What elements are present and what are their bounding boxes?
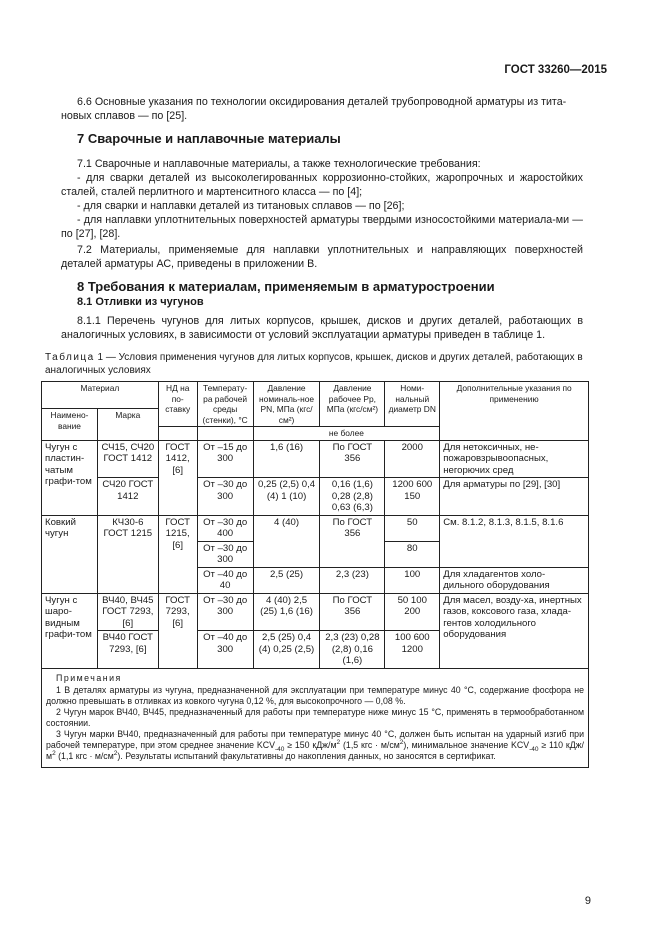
table-row (42, 478, 589, 516)
cell-dn: 100 600 1200 (385, 631, 440, 669)
header-notes: Дополнительные указания по применению (440, 382, 589, 441)
cell-nd: ГОСТ 7293, [6] (158, 593, 197, 668)
table-caption (45, 352, 590, 377)
paragraph-7-1-a: - для сварки деталей из высоколегированных коррозионно-стойких, жаропрочных и жаростойких сталей, сталей перлитного и мартенситного класса — по [4]; (61, 172, 583, 198)
cell-note: Для хладагентов холо-дильного оборудования (440, 567, 589, 593)
paragraph-7-2: 7.2 Материалы, применяемые для наплавки уплотнительных и направляющих поверхностей деталей арматуры АС, приведены в приложении В. (61, 244, 583, 270)
table-row (42, 515, 589, 541)
cell-grade: СЧ20 ГОСТ 1412 (97, 478, 158, 516)
cell-name: Чугун с шаро-видным графи-том (42, 593, 98, 668)
cell-temp: От –30 до 400 (197, 515, 253, 541)
paragraph-7-1-c: - для наплавки уплотнительных поверхностей арматуры твердыми износостойкими материала-ми — по [27], [28]. (61, 214, 583, 240)
header-name: Наимено-вание (42, 409, 98, 441)
cell-nd: ГОСТ 1215, [6] (158, 515, 197, 593)
cell-pn: 1,6 (16) (253, 440, 320, 478)
cell-note: См. 8.1.2, 8.1.3, 8.1.5, 8.1.6 (440, 515, 589, 567)
note-2: 2 Чугун марок ВЧ40, ВЧ45, предназначенный для работы при температуре ниже минус 15 °С, применять в термообработанном состоянии. (46, 706, 584, 728)
cell-dn: 2000 (385, 440, 440, 478)
cell-temp: От –15 до 300 (197, 440, 253, 478)
paragraph-8-1-1-text: 8.1.1 Перечень чугунов для литых корпусов, крышек, дисков и других деталей, работающих в аналогичных условиях, в зависимости от условий эксплуатации арматуры приведен в таблице 1. (61, 315, 583, 341)
section-7-body (61, 157, 583, 271)
cell-pn: 4 (40) 2,5 (25) 1,6 (16) (253, 593, 320, 631)
cell-dn: 100 (385, 567, 440, 593)
note-3: 3 Чугун марки ВЧ40, предназначенный для работы при температуре минус 40 °С, должен быть испытан на ударный изгиб при рабочей температуре, при этом среднее значение $KCV_{-40} \ge 150$ кДж/$м^2$ (1,5 кгс · $м/см^2$), минимальное значение $KCV_{-40} \ge 110$ кДж/$м^2$ (1,1 кгс · $м/см^2$). Результаты испытаний факультативны до накопления данных, но заносятся в сертификат. (46, 728, 584, 761)
subsection-8-1-heading: 8.1 Отливки из чугунов (77, 296, 204, 308)
cell-note: Для арматуры по [29], [30] (440, 478, 589, 516)
cell-pp: По ГОСТ 356 (320, 440, 385, 478)
paragraph-7-1-b: - для сварки и наплавки деталей из титановых сплавов — по [26]; (77, 200, 405, 212)
cell-temp: От –30 до 300 (197, 593, 253, 631)
header-material: Материал (42, 382, 159, 409)
cell-pp: 2,3 (23) (320, 567, 385, 593)
paragraph-6-6 (61, 95, 583, 123)
cell-pn: 2,5 (25) (253, 567, 320, 593)
cell-dn: 50 100 200 (385, 593, 440, 631)
table-row (42, 593, 589, 631)
cell-temp: От –30 до 300 (197, 541, 253, 567)
cell-dn: 1200 600 150 (385, 478, 440, 516)
cell-pn: 4 (40) (253, 515, 320, 567)
cell-grade: СЧ15, СЧ20 ГОСТ 1412 (97, 440, 158, 478)
header-diameter: Номи-нальный диаметр DN (385, 382, 440, 427)
cell-note: Для масел, возду-ха, инертных газов, коксового газа, хлада-гентов холодильного оборудования (440, 593, 589, 668)
table-notes (42, 668, 589, 767)
cast-iron-table (41, 381, 589, 768)
cell-pp: 0,16 (1,6) 0,28 (2,8) 0,63 (6,3) (320, 478, 385, 516)
cell-grade: ВЧ40, ВЧ45 ГОСТ 7293, [6] (97, 593, 158, 631)
cell-temp: От –40 до 40 (197, 567, 253, 593)
cell-dn: 50 (385, 515, 440, 541)
cell-name: Ковкий чугун (42, 515, 98, 593)
header-temperature: Температу-ра рабочей среды (стенки), °С (197, 382, 253, 427)
cell-nd: ГОСТ 1412, [6] (158, 440, 197, 515)
cell-grade: КЧ30-6 ГОСТ 1215 (97, 515, 158, 593)
header-grade: Марка (97, 409, 158, 441)
cell-temp: От –40 до 300 (197, 631, 253, 669)
paragraph-8-1-1 (61, 314, 583, 342)
cell-pp: По ГОСТ 356 (320, 515, 385, 567)
table-row (42, 440, 589, 478)
standard-header: ГОСТ 33260—2015 (504, 64, 607, 76)
cell-name: Чугун с пластин-чатым графи-том (42, 440, 98, 515)
table-caption-text: 1 — Условия применения чугунов для литых корпусов, крышек, дисков и других деталей, работающих в аналогичных условиях (45, 352, 583, 376)
cell-pp: 2,3 (23) 0,28 (2,8) 0,16 (1,6) (320, 631, 385, 669)
header-nd: НД на по-ставку (158, 382, 197, 427)
paragraph-7-1: 7.1 Сварочные и наплавочные материалы, а также технологические требования: (77, 158, 481, 170)
section-8-heading: 8 Требования к материалам, применяемым в арматуростроении (77, 279, 495, 294)
cell-dn: 80 (385, 541, 440, 567)
paragraph-6-6-line2: новых сплавов — по [25]. (61, 110, 188, 122)
table-notes-row (42, 668, 589, 767)
cell-temp: От –30 до 300 (197, 478, 253, 516)
table-header-row (42, 382, 589, 409)
page-number: 9 (584, 895, 591, 907)
section-7-heading: 7 Сварочные и наплавочные материалы (77, 131, 341, 146)
paragraph-6-6-line1: 6.6 Основные указания по технологии оксидирования деталей трубопроводной арматуры из тита- (77, 96, 567, 108)
cell-grade: ВЧ40 ГОСТ 7293, [6] (97, 631, 158, 669)
table-caption-label: Таблица (45, 352, 95, 363)
cell-pp: По ГОСТ 356 (320, 593, 385, 631)
header-pressure-working: Давление рабочее Pp, МПа (кгс/см²) (320, 382, 385, 427)
header-pressure-nominal: Давление номиналь-ное PN, МПа (кгс/см²) (253, 382, 320, 427)
header-max: не более (253, 427, 440, 441)
cell-pn: 0,25 (2,5) 0,4 (4) 1 (10) (253, 478, 320, 516)
cell-note: Для нетоксичных, не-пожаровзрывоопасных, негорючих сред (440, 440, 589, 478)
cell-pn: 2,5 (25) 0,4 (4) 0,25 (2,5) (253, 631, 320, 669)
note-1: 1 В деталях арматуры из чугуна, предназначенной для эксплуатации при температуре минус 40 °С, содержание фосфора не должно превышать в отливках из ковкого чугуна 0,12 %, для высокопрочного — 0,08 %. (46, 684, 584, 706)
notes-title: Примечания (56, 672, 122, 683)
